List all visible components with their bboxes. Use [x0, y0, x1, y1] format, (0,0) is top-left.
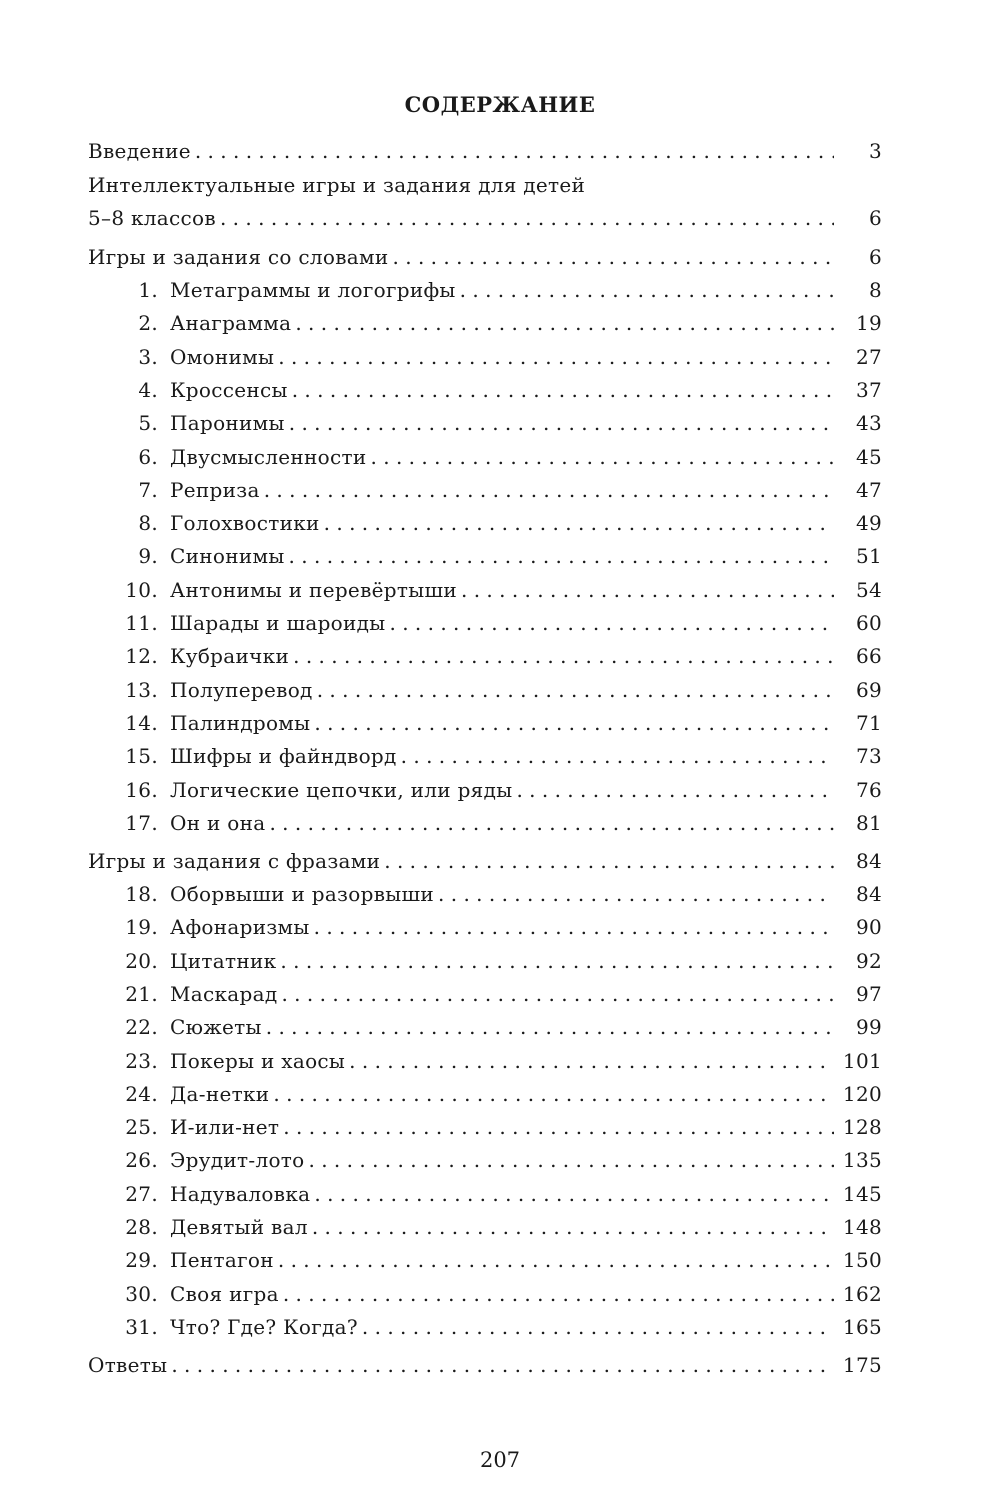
toc-entry[interactable] [108, 1079, 882, 1109]
toc-entry-group-phrases[interactable] [88, 846, 882, 876]
toc-label: Анаграмма [170, 311, 292, 336]
dot-leader [289, 541, 834, 571]
dot-leader [384, 846, 834, 876]
toc-entry[interactable] [108, 775, 882, 805]
toc-item-number: 9. [138, 544, 158, 569]
toc-label: 5–8 классов [88, 206, 216, 230]
toc-entry-main-section[interactable] [88, 203, 882, 233]
dot-leader [289, 408, 834, 438]
dot-leader [195, 136, 834, 166]
dot-leader [264, 475, 834, 505]
toc-page-number: 81 [855, 810, 882, 835]
toc-entry[interactable] [108, 946, 882, 976]
dot-leader [389, 608, 834, 638]
dot-leader [309, 1145, 835, 1175]
toc-label: Антонимы и перевёртыши [170, 577, 457, 602]
toc-label: Девятый вал [170, 1215, 308, 1239]
dot-leader [362, 1312, 834, 1342]
toc-page-number: 73 [855, 744, 882, 769]
toc-entry-answers[interactable] [88, 1350, 882, 1380]
toc-item-number: 12. [125, 644, 158, 669]
toc-entry[interactable] [108, 741, 882, 771]
dot-leader [317, 675, 834, 705]
toc-page-number: 92 [855, 948, 882, 973]
toc-entry[interactable] [108, 641, 882, 671]
dot-leader [460, 275, 834, 305]
toc-entry[interactable] [108, 375, 882, 405]
toc-entry[interactable] [108, 708, 882, 738]
toc-label: Игры и задания со словами [88, 245, 389, 269]
toc-page-number: 101 [842, 1048, 882, 1073]
toc-entry[interactable] [108, 979, 882, 1009]
toc-page-number: 37 [855, 377, 882, 402]
toc-item-number: 2. [138, 311, 158, 336]
toc-entry[interactable] [108, 541, 882, 571]
toc-entry[interactable] [108, 1279, 882, 1309]
toc-label: Синонимы [170, 544, 285, 569]
toc-page-number: 8 [868, 278, 882, 302]
toc-item-number: 29. [125, 1248, 158, 1273]
toc-label: Паронимы [170, 411, 285, 436]
toc-page-number: 84 [855, 849, 882, 873]
dot-leader [349, 1046, 834, 1076]
toc-label: Метаграммы и логогрифы [170, 278, 456, 302]
dot-leader [314, 912, 834, 942]
toc-item-number: 4. [138, 377, 158, 402]
toc-page-number: 51 [855, 544, 882, 569]
dot-leader [293, 641, 834, 671]
toc-item-number: 21. [125, 981, 158, 1006]
toc-item-number: 17. [125, 810, 158, 835]
toc-page-number: 128 [842, 1115, 882, 1140]
dot-leader [269, 808, 834, 838]
toc-page-number: 148 [842, 1215, 882, 1239]
dot-leader [266, 1012, 834, 1042]
dot-leader [401, 741, 834, 771]
toc-entry[interactable] [108, 912, 882, 942]
toc-item-number: 18. [125, 882, 158, 906]
toc-item-number: 1. [138, 278, 158, 302]
toc-label: Кубраички [170, 644, 290, 669]
toc-label: Введение [88, 139, 191, 163]
toc-entry[interactable] [108, 808, 882, 838]
toc-entry[interactable] [108, 475, 882, 505]
toc-page-number: 84 [855, 882, 882, 906]
toc-page-number: 135 [842, 1148, 882, 1173]
toc-page-number: 45 [855, 444, 882, 469]
toc-page-number: 165 [842, 1314, 882, 1339]
toc-item-number: 31. [125, 1314, 158, 1339]
toc-page-number: 145 [842, 1181, 882, 1206]
toc-label: Шарады и шароиды [170, 611, 386, 635]
toc-label: Ответы [88, 1353, 168, 1377]
toc-page-number: 71 [855, 710, 882, 735]
dot-leader [393, 242, 834, 272]
toc-item-number: 19. [125, 915, 158, 940]
toc-page-number: 76 [855, 777, 882, 802]
toc-label: Кроссенсы [170, 377, 288, 402]
toc-item-number: 15. [125, 744, 158, 769]
toc-entry-group-words[interactable] [88, 242, 882, 272]
toc-label: Шифры и файндворд [170, 744, 397, 769]
toc-item-number: 26. [125, 1148, 158, 1173]
toc-item-number: 8. [138, 511, 158, 536]
dot-leader [324, 508, 834, 538]
toc-label: Сюжеты [170, 1015, 262, 1040]
toc-label: Омонимы [170, 344, 275, 369]
toc-page-number: 47 [855, 477, 882, 502]
dot-leader [371, 442, 834, 472]
toc-item-number: 23. [125, 1048, 158, 1073]
toc-item-number: 5. [138, 411, 158, 436]
toc-page-number: 6 [868, 245, 882, 269]
toc-entry[interactable] [108, 1212, 882, 1242]
toc-label: Двусмысленности [170, 444, 367, 469]
toc-item-number: 10. [125, 577, 158, 602]
toc-section-title-line1: Интеллектуальные игры и задания для детей [88, 173, 586, 197]
toc-label: Пентагон [170, 1248, 274, 1273]
toc-entry[interactable] [108, 1046, 882, 1076]
dot-leader [278, 1245, 834, 1275]
toc-page-number: 175 [842, 1353, 882, 1377]
toc-page-number: 49 [855, 511, 882, 536]
toc-item-number: 7. [138, 477, 158, 502]
toc-page-number: 162 [842, 1281, 882, 1306]
toc-item-number: 20. [125, 948, 158, 973]
dot-leader [312, 1212, 834, 1242]
dot-leader [438, 879, 834, 909]
toc-label: Голохвостики [170, 511, 320, 536]
toc-label: Логические цепочки, или ряды [170, 777, 513, 802]
dot-leader [283, 1112, 834, 1142]
dot-leader [283, 1279, 834, 1309]
dot-leader [220, 203, 834, 233]
toc-entry[interactable] [108, 342, 882, 372]
dot-leader [461, 575, 834, 605]
toc-entry[interactable] [108, 408, 882, 438]
toc-entry[interactable] [108, 308, 882, 338]
toc-label: Палиндромы [170, 710, 311, 735]
toc-entry[interactable] [108, 1145, 882, 1175]
toc-item-number: 16. [125, 777, 158, 802]
dot-leader [295, 308, 834, 338]
toc-label: Он и она [170, 810, 266, 835]
toc-entry[interactable] [108, 1012, 882, 1042]
toc-page-number: 60 [855, 611, 882, 635]
toc-item-number: 11. [125, 611, 158, 635]
dot-leader [280, 946, 834, 976]
page-title: СОДЕРЖАНИЕ [404, 92, 596, 117]
toc-label: Маскарад [170, 981, 278, 1006]
toc-label: Афонаризмы [170, 915, 310, 940]
toc-item-number: 13. [125, 677, 158, 702]
toc-page-number: 99 [855, 1015, 882, 1040]
toc-entry[interactable] [108, 608, 882, 638]
toc-page-number: 90 [855, 915, 882, 940]
toc-entry[interactable] [108, 275, 882, 305]
toc-item-number: 22. [125, 1015, 158, 1040]
toc-label: Игры и задания с фразами [88, 849, 381, 873]
dot-leader [314, 708, 834, 738]
dot-leader [171, 1350, 834, 1380]
toc-page-number: 43 [855, 411, 882, 436]
toc-page-number: 54 [855, 577, 882, 602]
toc-item-number: 6. [138, 444, 158, 469]
toc-page-number: 6 [868, 206, 882, 230]
toc-entry[interactable] [108, 1312, 882, 1342]
dot-leader [516, 775, 834, 805]
toc-label: Надуваловка [170, 1181, 311, 1206]
toc-entry[interactable] [108, 442, 882, 472]
toc-entry[interactable] [108, 675, 882, 705]
toc-item-number: 27. [125, 1181, 158, 1206]
toc-entry[interactable] [108, 879, 882, 909]
toc-item-number: 3. [138, 344, 158, 369]
toc-label: И-или-нет [170, 1115, 280, 1140]
dot-leader [273, 1079, 834, 1109]
toc-item-number: 30. [125, 1281, 158, 1306]
toc-page-number: 19 [855, 311, 882, 336]
toc-item-number: 24. [125, 1081, 158, 1106]
page-number-footer: 207 [479, 1448, 521, 1472]
toc-page-number: 120 [842, 1081, 882, 1106]
toc-label: Оборвыши и разорвыши [170, 882, 435, 906]
dot-leader [281, 979, 834, 1009]
toc-entry[interactable] [108, 1112, 882, 1142]
dot-leader [314, 1179, 834, 1209]
toc-page-number: 150 [842, 1248, 882, 1273]
toc-label: Реприза [170, 477, 260, 502]
toc-entry[interactable] [108, 508, 882, 538]
toc-label: Покеры и хаосы [170, 1048, 346, 1073]
toc-page-number: 97 [855, 981, 882, 1006]
toc-entry[interactable] [108, 1245, 882, 1275]
toc-page-number: 27 [855, 344, 882, 369]
toc-page-number: 3 [868, 139, 882, 163]
toc-label: Цитатник [170, 948, 277, 973]
toc-label: Эрудит-лото [170, 1148, 305, 1173]
toc-label: Да-нетки [170, 1081, 270, 1106]
toc-label: Своя игра [170, 1281, 279, 1306]
toc-page-number: 66 [855, 644, 882, 669]
toc-item-number: 25. [125, 1115, 158, 1140]
dot-leader [292, 375, 834, 405]
toc-entry-intro[interactable] [88, 136, 882, 166]
toc-label: Что? Где? Когда? [170, 1314, 358, 1339]
toc-entry[interactable] [108, 575, 882, 605]
toc-label: Полуперевод [170, 677, 313, 702]
dot-leader [278, 342, 834, 372]
toc-entry[interactable] [108, 1179, 882, 1209]
toc-item-number: 28. [125, 1215, 158, 1239]
toc-item-number: 14. [125, 710, 158, 735]
toc-page-number: 69 [855, 677, 882, 702]
